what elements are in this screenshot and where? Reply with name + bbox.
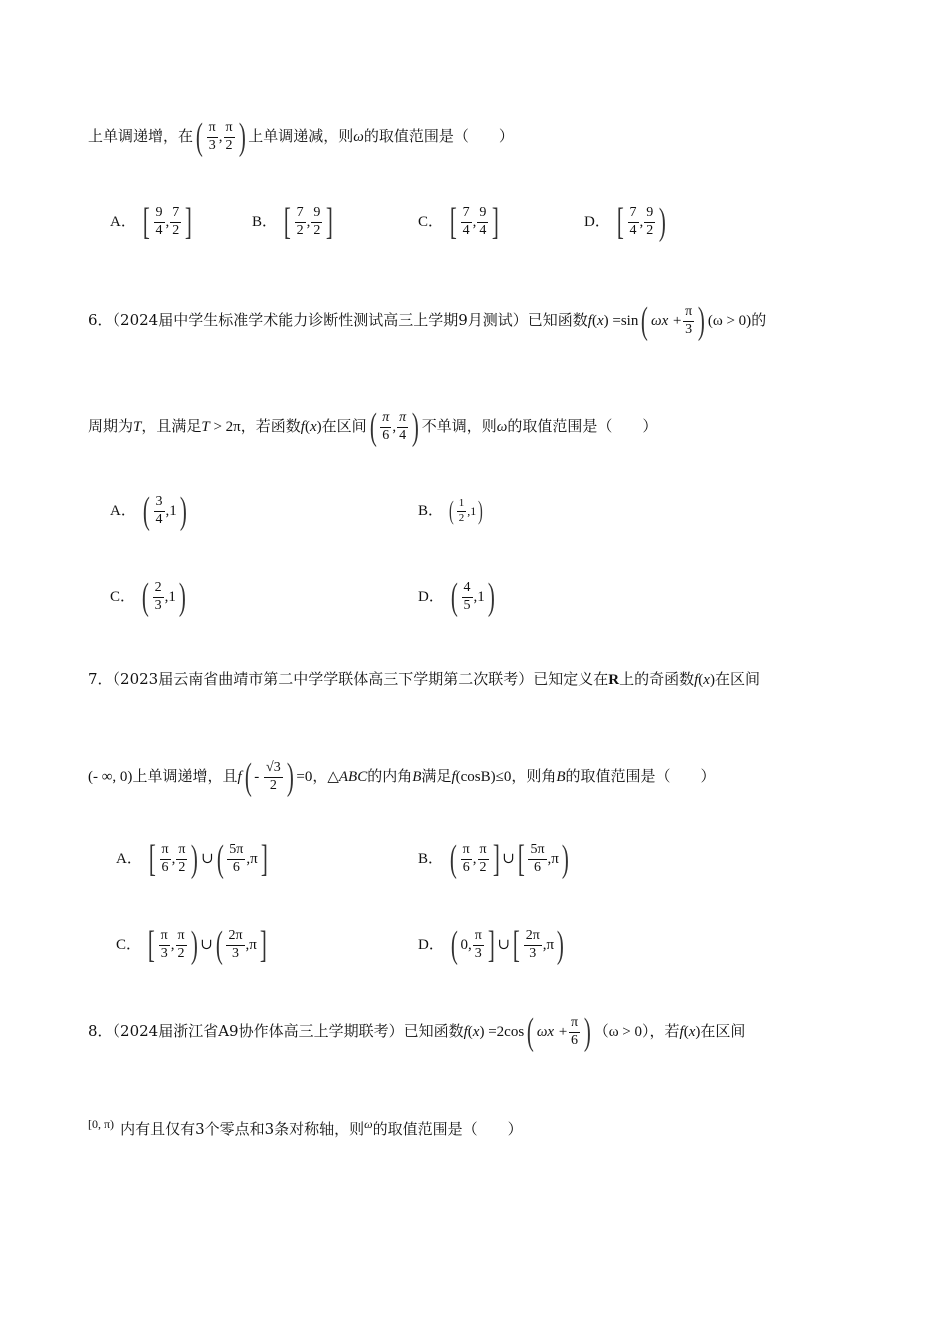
q7-option-c[interactable]: C． [ $\frac{\pi}{3}$ , $\frac{\pi}{2}$ ) ∪( $\frac{2\pi}{3}$ ,π] xyxy=(116,924,267,966)
bracket: ) xyxy=(583,1011,591,1053)
q7-source: （2023届云南省曲靖市第二中学学联体高三下学期第二次联考）已知定义在 xyxy=(112,670,609,688)
question-number: 6． xyxy=(88,311,113,329)
q5-option-c[interactable]: C． [ $\frac{7}{4}$ , $\frac{9}{4}$ ] xyxy=(418,201,500,243)
q7-stem-line-1: 7．（2023届云南省曲靖市第二中学学联体高三下学期第二次联考）已知定义在R上的奇函数f(x)在区间 xyxy=(88,670,760,688)
bracket: ( xyxy=(369,406,377,448)
bracket: ) xyxy=(238,116,246,158)
bracket: ) xyxy=(411,406,419,448)
bracket: ( xyxy=(244,756,252,798)
bracket: ( xyxy=(641,300,649,342)
q6-option-c[interactable]: C． ( $\frac{2}{3}$ ,1) xyxy=(110,576,186,618)
q5-text-a: 上单调递增，在 xyxy=(88,127,194,145)
question-number: 8． xyxy=(88,1022,113,1040)
q7-option-b[interactable]: B． ( $\frac{\pi}{6}$ , $\frac{\pi}{2}$ ] ∪[ $\frac{5\pi}{6}$ ,π) xyxy=(418,838,569,880)
bracket: ( xyxy=(195,116,203,158)
q6-option-d[interactable]: D． ( $\frac{4}{5}$ ,1) xyxy=(418,576,495,618)
q6-option-a[interactable]: A． ( $\frac{3}{4}$ ,1) xyxy=(110,490,187,532)
q5-stem-line: 上单调递增，在( $\frac{\pi}{3}$ , $\frac{\pi}{2}$ ) 上单调递减，则ω的取值范围是（ ） xyxy=(88,116,514,158)
fraction: $\frac{\pi}{3}$ xyxy=(208,119,216,153)
q5-option-d[interactable]: D． [ $\frac{7}{4}$ , $\frac{9}{2}$ ) xyxy=(584,201,667,243)
bracket: ) xyxy=(698,300,706,342)
q7-option-a[interactable]: A． [ $\frac{\pi}{6}$ , $\frac{\pi}{2}$ ) ∪( $\frac{5\pi}{6}$ ,π] xyxy=(116,838,268,880)
q8-source: （2024届浙江省A9协作体高三上学期联考）已知函数 xyxy=(112,1022,464,1040)
q7-stem-line-2: (- ∞, 0)上单调递增，且f( - $\frac{√3}{2}$ ) =0，△ABC的内角B满足f(cosB)≤0，则角B的取值范围是（ ） xyxy=(88,756,716,798)
q7-option-d[interactable]: D． ( 0, $\frac{\pi}{3}$ ] ∪[ $\frac{2\pi}{3}$ ,π) xyxy=(418,924,564,966)
bracket: ( xyxy=(527,1011,534,1053)
q5-option-b[interactable]: B． [ $\frac{7}{2}$ , $\frac{9}{2}$ ] xyxy=(252,201,334,243)
q6-stem-line-2: 周期为T，且满足T > 2π，若函数f(x)在区间( $\frac{\pi}{6}$ , $\frac{\pi}{4}$ ) 不单调，则ω的取值范围是（ ） xyxy=(88,406,658,448)
q6-source: （2024届中学生标准学术能力诊断性测试高三上学期9月测试）已知函数 xyxy=(112,311,588,329)
omega-symbol: ω xyxy=(353,129,364,145)
q6-option-b[interactable]: B． ( $\frac{1}{2}$ ,1) xyxy=(418,496,483,526)
q5-text-c: 的取值范围是（ ） xyxy=(363,127,514,145)
q5-option-a[interactable]: A． [ $\frac{9}{4}$ , $\frac{7}{2}$ ] xyxy=(110,201,193,243)
q5-text-b: 上单调递减，则 xyxy=(248,127,354,145)
question-number: 7． xyxy=(88,670,113,688)
q6-stem-line-1: 6．（2024届中学生标准学术能力诊断性测试高三上学期9月测试）已知函数f(x) =sin( ωx + $\frac{\pi}{3}$ ) (ω > 0)的 xyxy=(88,300,767,342)
q8-stem-line-1: 8．（2024届浙江省A9协作体高三上学期联考）已知函数f(x) =2cos( ωx + $\frac{\pi}{6}$ ) （ω > 0），若f(x)在区间 xyxy=(88,1011,746,1053)
q8-stem-line-2: $^{[0, \pi)}$ 内有且仅有3个零点和3条对称轴，则$^\omega$的取值范围是（ ） xyxy=(88,1117,523,1138)
fraction: $\frac{\pi}{2}$ xyxy=(225,119,233,153)
bracket: ) xyxy=(286,756,294,798)
